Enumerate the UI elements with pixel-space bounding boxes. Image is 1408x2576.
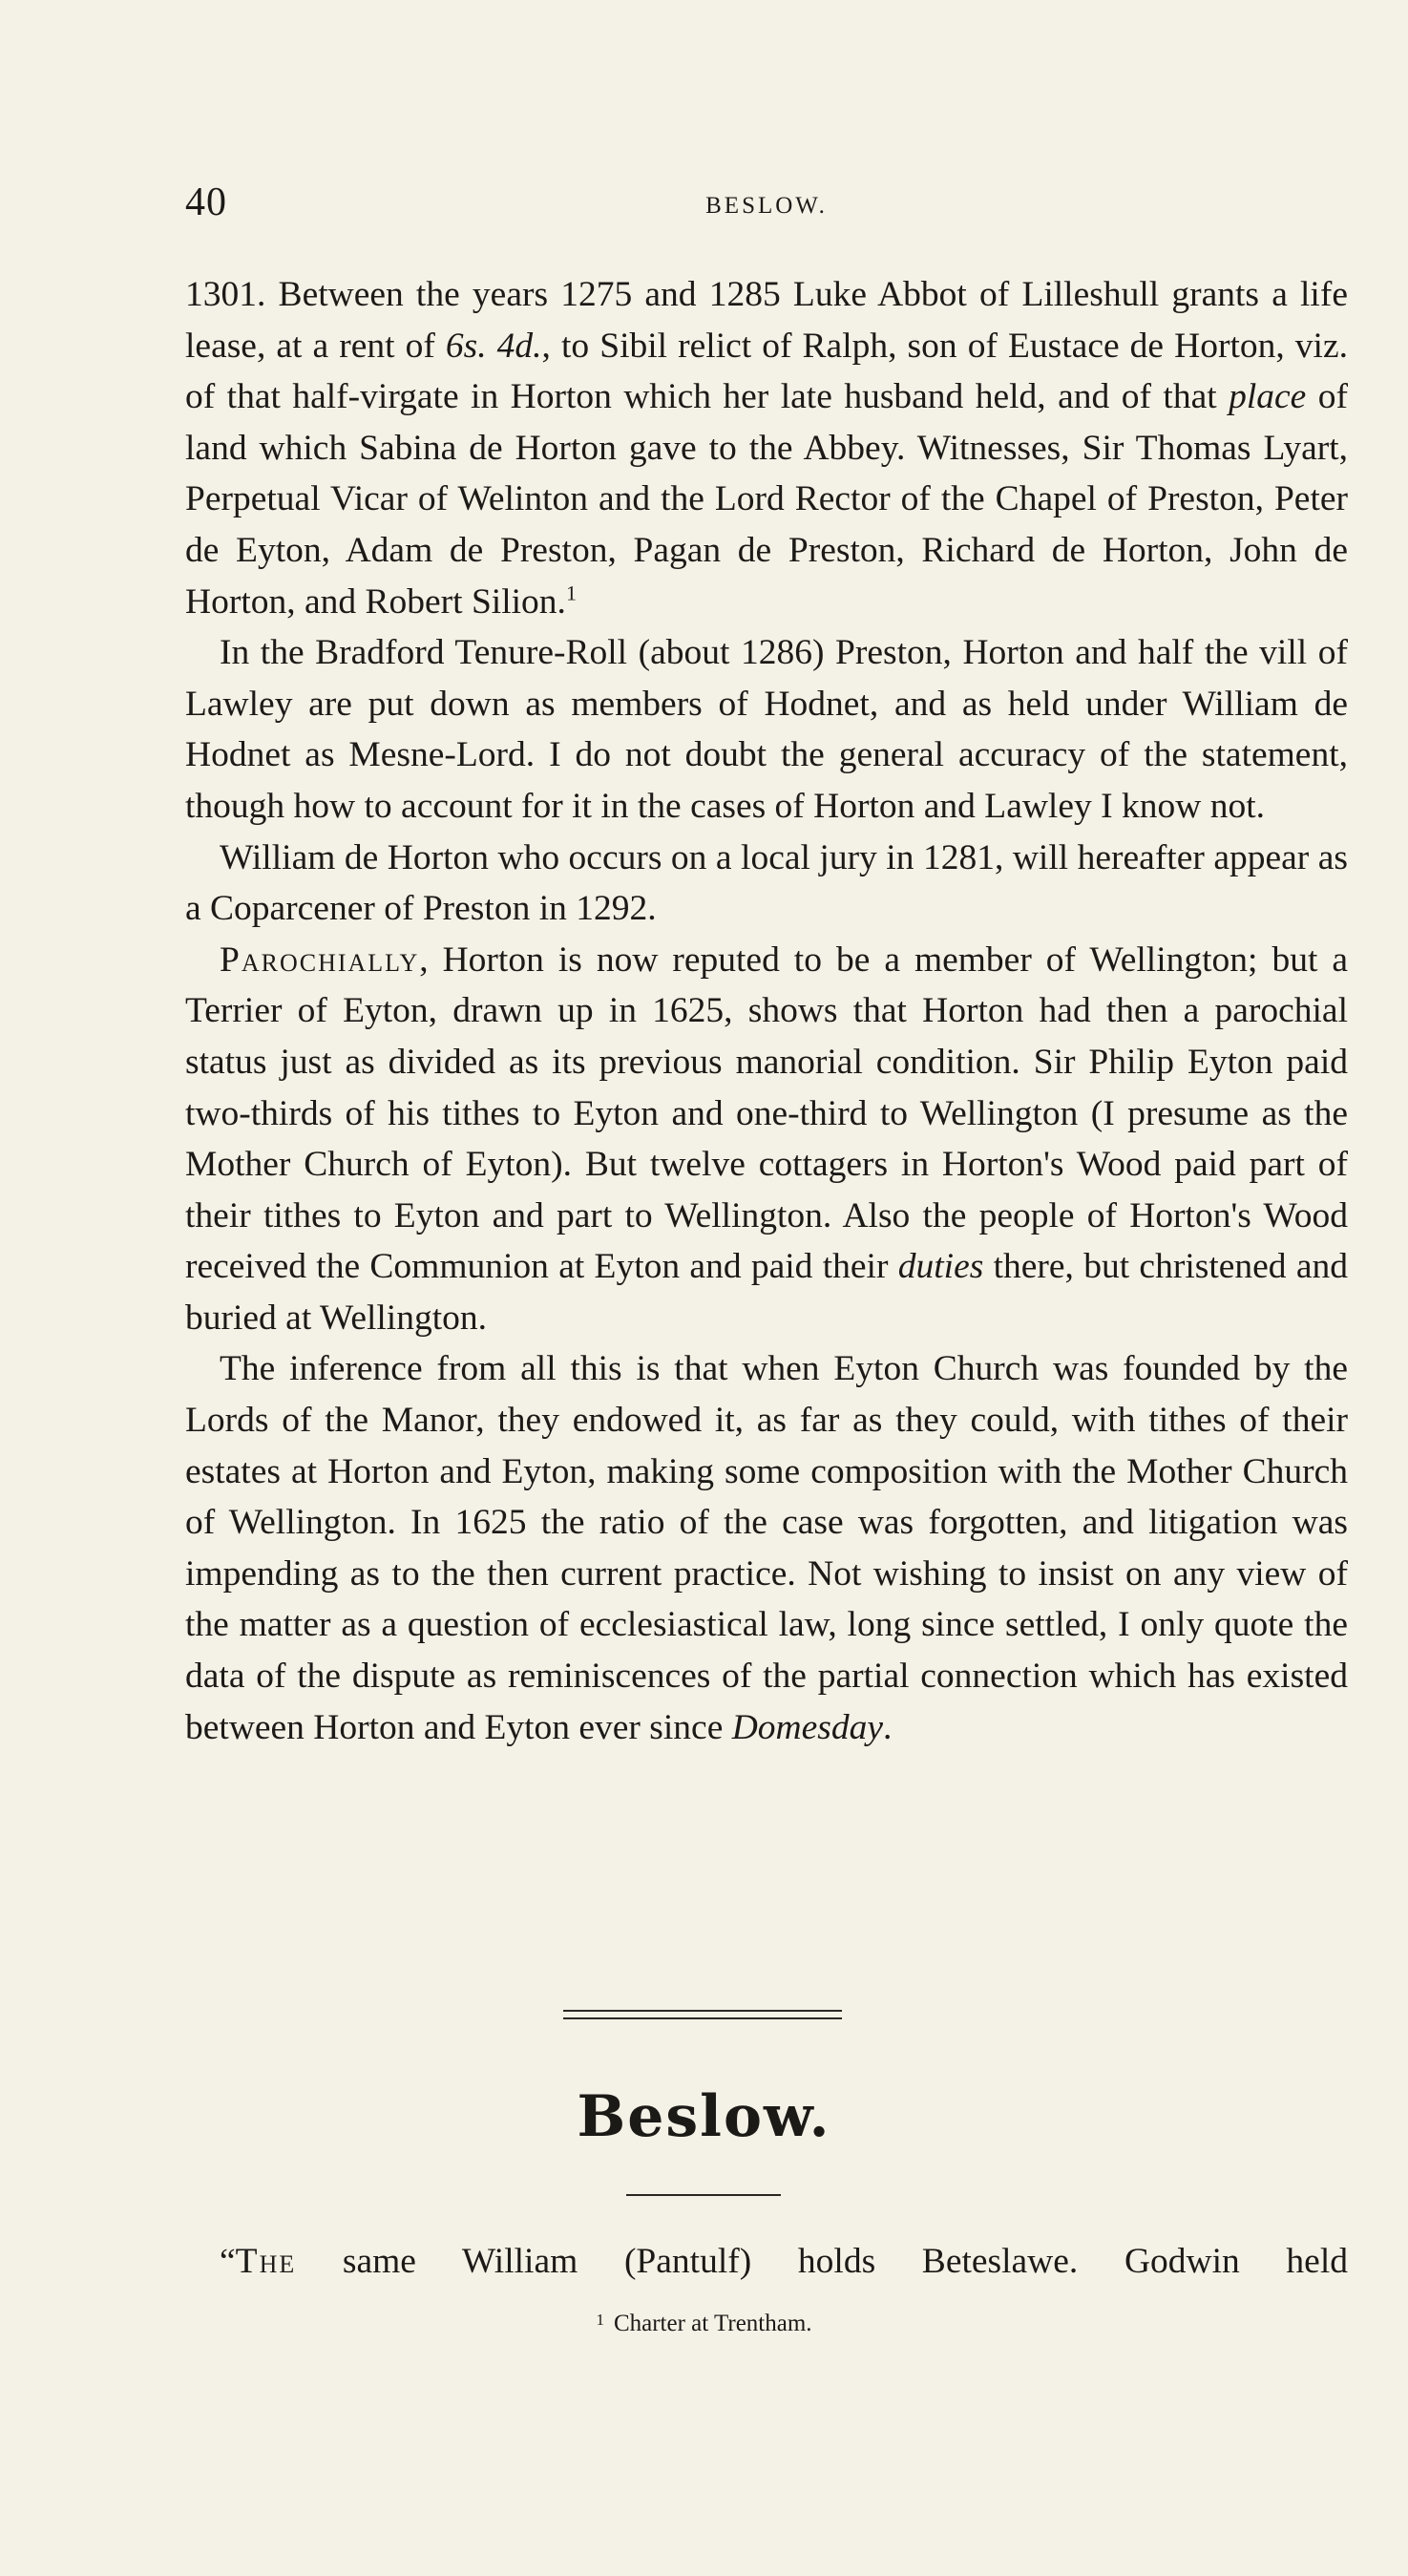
p1-place-word: place [1229, 377, 1307, 417]
p1-text-c: , to Sibil relict of Ralph, son of Eustace de Horton, viz. of that half-virgate in Horton which her late husband held, and of that [185, 326, 1348, 417]
page-number: 40 [185, 180, 227, 224]
p5-text-c: . [883, 1707, 893, 1747]
paragraph-william-de-horton: William de Horton who occurs on a local jury in 1281, will hereafter appear as a Coparcener of Preston in 1292. [185, 837, 1348, 929]
p4-duties-word: duties [897, 1247, 984, 1287]
footnote-text: Charter at Trentham. [613, 2311, 812, 2336]
paragraph-parochially [185, 935, 1348, 1344]
p4-text-b: , Horton is now reputed to be a member of Wellington; but a Terrier of Eyton, drawn up in 1625, shows that Horton had then a parochial status just as divided as its previous manorial condition. Sir Philip Eyton paid two-thirds of his tithes to Eyton and one-third to Wellington (I presume as the Mother Church of Eyton). But twelve cottagers in Horton's Wood paid part of their tithes to Eyton and part to Wellington. Also the people of Horton's Wood received the Communion at Eyton and paid their [185, 940, 1348, 1287]
domesday-quote-line [185, 2238, 1348, 2286]
quote-open-mark: “ [220, 2242, 236, 2281]
paragraph-bradford-tenure-roll: In the Bradford Tenure-Roll (about 1286) Preston, Horton and half the vill of Lawley are put down as members of Hodnet, and as held under William de Hodnet as Mesne-Lord. I do not doubt the general accuracy of the statement, though how to account for it in the cases of Horton and Lawley I know not. [185, 633, 1348, 826]
quote-text: same William (Pantulf) holds Beteslawe. Godwin held [296, 2242, 1348, 2281]
p5-domesday-word: Domesday [731, 1707, 884, 1747]
page-header [185, 179, 1348, 237]
footnote-mark: 1 [596, 2311, 604, 2329]
paragraph-1301-lease [185, 269, 1348, 627]
title-underline-rule [626, 2194, 781, 2196]
p1-rent-amount: 6s. 4d. [445, 326, 542, 366]
quote-lead-word: The [235, 2242, 297, 2281]
p4-text-d: there, but christened and buried at Wellington. [185, 1247, 1348, 1338]
paragraph-inference [185, 1343, 1348, 1753]
section-divider-double-rule [563, 2010, 842, 2019]
body-text [185, 269, 1348, 1753]
footnote [0, 2311, 1408, 2337]
footnote-reference: 1 [565, 581, 577, 605]
p4-lead-word: Parochially [220, 940, 420, 980]
p5-text-a: The inference from all this is that when Eyton Church was founded by the Lords of the Manor, they endowed it, as far as they could, with tithes of their estates at Horton and Eyton, making some composition with the Mother Church of Wellington. In 1625 the ratio of the case was forgotten, and litigation was impending as to the then current practice. Not wishing to insist on any view of the matter as a question of ecclesiastical law, long since settled, I only quote the data of the dispute as reminiscences of the partial connection which has existed between Horton and Eyton ever since [185, 1349, 1348, 1747]
running-head: BESLOW. [705, 193, 828, 219]
section-title: Beslow. [577, 2083, 831, 2150]
p1-text-e: of land which Sabina de Horton gave to the Abbey. Witnesses, Sir Thomas Lyart, Perpetual Vicar of Welinton and the Lord Rector of the Chapel of Preston, Peter de Eyton, Adam de Preston, Pagan de Preston, Richard de Horton, John de Horton, and Robert Silion. [185, 377, 1348, 622]
p1-text-a: 1301. Between the years 1275 and 1285 Luke Abbot of Lilleshull grants a life lease, at a rent of [185, 275, 1348, 366]
